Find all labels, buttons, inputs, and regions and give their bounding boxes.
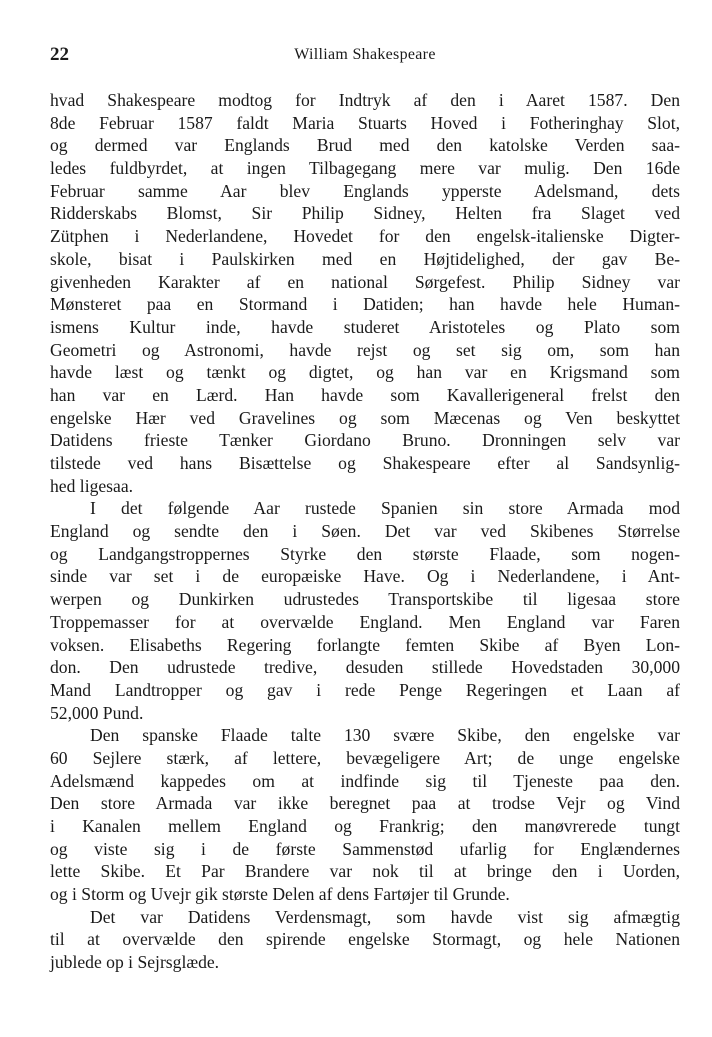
running-title: William Shakespeare — [294, 46, 436, 63]
text-line: England og sendte den i Søen. Det var ved Skibenes Størrelse — [50, 521, 680, 542]
text-line: Mand Landtropper og gav i rede Penge Regeringen et Laan af — [50, 679, 680, 700]
text-line: 60 Sejlere stærk, af lettere, bevægeligere Art; de unge engelske — [50, 747, 680, 768]
text-line: og i Storm og Uvejr gik største Delen af dens Fartøjer til Grunde. — [50, 884, 510, 905]
text-line: havde læst og tænkt og digtet, og han var en Krigsmand som — [50, 362, 680, 383]
paragraph — [50, 89, 680, 497]
text-line: givenheden Karakter af en national Sørgefest. Philip Sidney var — [50, 271, 680, 292]
text-line: han var en Lærd. Han havde som Kavallerigeneral frelst den — [50, 384, 680, 405]
text-line: engelske Hær ved Gravelines og som Mæcenas og Ven beskyttet — [50, 407, 680, 428]
paragraph — [50, 497, 680, 724]
paragraph — [50, 724, 680, 906]
text-line: Zütphen i Nederlandene, Hovedet for den engelsk-italienske Digter- — [50, 226, 680, 247]
text-line: 52,000 Pund. — [50, 702, 144, 723]
paragraph — [50, 906, 680, 974]
text-line: Datidens frieste Tænker Giordano Bruno. Dronningen selv var — [50, 430, 680, 451]
text-line: jublede op i Sejrsglæde. — [50, 952, 220, 973]
text-line: don. Den udrustede tredive, desuden stillede Hovedstaden 30,000 — [50, 657, 680, 678]
page-number: 22 — [50, 44, 69, 65]
text-line: voksen. Elisabeths Regering forlangte femten Skibe af Byen Lon- — [50, 634, 680, 655]
running-head — [50, 44, 680, 66]
text-line: og Landgangstroppernes Styrke den største Flaade, som nogen- — [50, 543, 680, 564]
text-line: hed ligesaa. — [50, 475, 134, 496]
text-line: og dermed var Englands Brud med den katolske Verden saa- — [50, 135, 680, 156]
text-line: Adelsmænd kappedes om at indfinde sig til Tjeneste paa den. — [50, 770, 680, 791]
text-line: Den store Armada var ikke beregnet paa at trodse Vejr og Vind — [50, 793, 680, 814]
text-line: Geometri og Astronomi, havde rejst og set sig om, som han — [50, 339, 680, 360]
text-line: Februar samme Aar blev Englands ypperste Adelsmand, dets — [50, 180, 680, 201]
text-line: Det var Datidens Verdensmagt, som havde vist sig afmægtig — [90, 906, 680, 927]
text-line: 8de Februar 1587 faldt Maria Stuarts Hoved i Fotheringhay Slot, — [50, 112, 680, 133]
text-line: tilstede ved hans Bisættelse og Shakespeare efter al Sandsynlig- — [50, 453, 680, 473]
text-line: skole, bisat i Paulskirken med en Højtidelighed, der gav Be- — [50, 248, 680, 269]
text-line: Troppemasser for at overvælde England. Men England var Faren — [50, 611, 680, 632]
text-line: I det følgende Aar rustede Spanien sin store Armada mod — [90, 498, 680, 519]
text-line: Mønsteret paa en Stormand i Datiden; han havde hele Human- — [50, 294, 680, 315]
text-line: hvad Shakespeare modtog for Indtryk af den i Aaret 1587. Den — [50, 90, 680, 110]
text-line: werpen og Dunkirken udrustedes Transportskibe til ligesaa store — [50, 589, 680, 610]
text-line: ledes fuldbyrdet, at ingen Tilbagegang mere var mulig. Den 16de — [50, 158, 680, 179]
text-line: Ridderskabs Blomst, Sir Philip Sidney, Helten fra Slaget ved — [50, 203, 680, 224]
text-line: ismens Kultur inde, havde studeret Aristoteles og Plato som — [50, 316, 680, 337]
body-text — [50, 89, 680, 974]
text-line: lette Skibe. Et Par Brandere var nok til at bringe den i Uorden, — [50, 861, 680, 882]
text-line: til at overvælde den spirende engelske Stormagt, og hele Nationen — [50, 929, 680, 950]
text-line: i Kanalen mellem England og Frankrig; den manøvrerede tungt — [50, 816, 680, 836]
text-line: Den spanske Flaade talte 130 svære Skibe, den engelske var — [90, 725, 680, 746]
text-line: og viste sig i de første Sammenstød ufarlig for Englændernes — [50, 838, 680, 859]
text-line: sinde var set i de europæiske Have. Og i Nederlandene, i Ant- — [50, 566, 680, 587]
